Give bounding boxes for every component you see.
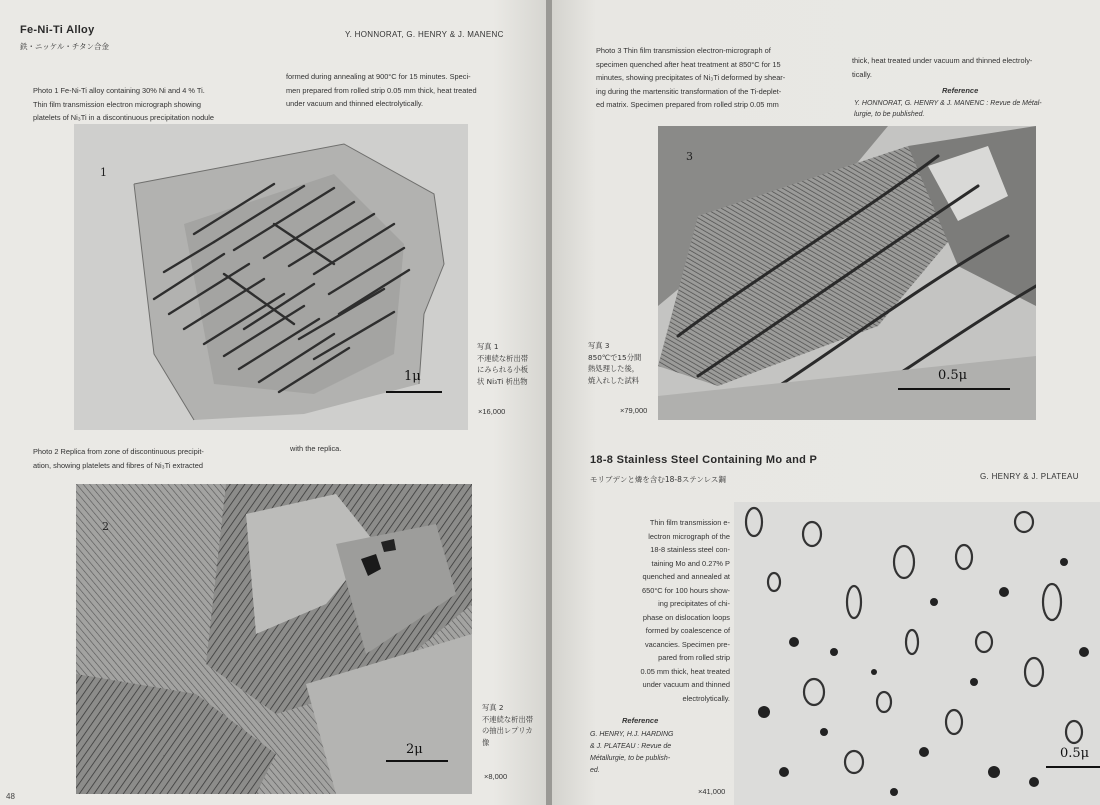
photo1-micrograph	[74, 124, 468, 430]
photo1-magnification: ×16,000	[478, 407, 506, 416]
photo2-caption-col1: Photo 2 Replica from zone of discontinuous precipit- ation, showing platelets and fibres of Ni₃Ti extracted	[33, 447, 204, 470]
article-title-japanese: 鉄・ニッケル・チタン合金	[20, 42, 109, 51]
photo3-micrograph	[658, 126, 1036, 420]
photo4-micrograph	[734, 502, 1100, 805]
photo3-caption-japanese: 写真 3 850℃で15分間 熱処理した後， 焼入れした試料	[588, 341, 642, 385]
article2-authors: G. HENRY & J. PLATEAU	[980, 472, 1079, 481]
article2-body: Thin film transmission e- lectron micrograph of the 18-8 stainless steel con- taining Mo and 0.27% P quenched and annealed at 650°C for 100 hours show- ing precipitates of chi- phase on dislocation loops formed by coalescence of vacancies. Specimen pre- pared from rolled strip 0.05 mm thick, heat treated under vacuum and thinned electrolytically.	[640, 518, 730, 703]
page-number: 48	[6, 792, 15, 801]
reference-text-1: Y. HONNORAT, G. HENRY & J. MANENC : Revue de Métal- lurgie, to be published.	[854, 100, 1042, 118]
photo3-scale-bar	[898, 388, 1010, 390]
photo2-magnification: ×8,000	[484, 772, 508, 781]
reference-heading-2: Reference	[622, 716, 659, 725]
photo4-magnification: ×41,000	[698, 787, 726, 796]
reference-text-2: G. HENRY, H.J. HARDING & J. PLATEAU : Revue de Métallurgie, to be publish- ed.	[590, 731, 674, 774]
photo3-scale-label: 0.5μ	[938, 368, 968, 383]
photo2-label: 2	[102, 520, 109, 533]
photo1-caption-col2: formed during annealing at 900°C for 15 minutes. Speci- men prepared from rolled strip 0.05 mm thick, heat treated under vacuum and thinned electrolytically.	[286, 72, 477, 108]
left-page	[0, 0, 548, 805]
photo4-scale-label: 0.5μ	[1060, 746, 1090, 761]
photo3-caption-col2: thick, heat treated under vacuum and thinned electroly- tically.	[852, 56, 1033, 79]
photo2-scale-bar	[386, 760, 448, 762]
photo3-caption-col1: Photo 3 Thin film transmission electron-micrograph of specimen quenched after heat treatment at 850°C for 15 minutes, showing precipitates of Ni₃Ti deformed by shear- ing during the martensitic transformation of the Ti-deplet- ed matrix. Specimen prepared from rolled strip 0.05 mm	[596, 46, 786, 109]
photo2-scale-label: 2μ	[406, 742, 423, 757]
photo3-magnification: ×79,000	[620, 406, 648, 415]
article-title: Fe-Ni-Ti Alloy	[20, 24, 95, 36]
reference-heading-1: Reference	[942, 86, 979, 95]
photo1-caption-col1: Photo 1 Fe-Ni-Ti alloy containing 30% Ni and 4 % Ti. Thin film transmission electron micrograph showing platelets of Ni₃Ti in a discontinuous precipitation nodule	[33, 86, 215, 122]
article2-title: 18-8 Stainless Steel Containing Mo and P	[590, 454, 818, 466]
photo4-scale-bar	[1046, 766, 1100, 768]
article2-title-japanese: モリブデンと燐を含む18-8ステンレス鋼	[590, 475, 726, 484]
photo1-scale-bar	[386, 391, 442, 393]
photo1-caption-japanese: 写真 1 不連続な析出帯 にみられる小板 状 Ni₃Ti 析出物	[477, 342, 529, 386]
photo1-label: 1	[100, 166, 107, 179]
right-page	[552, 0, 1100, 805]
article-authors: Y. HONNORAT, G. HENRY & J. MANENC	[345, 30, 504, 39]
photo2-caption-japanese: 写真 2 不連続な析出帯 の抽出レプリカ 像	[482, 703, 534, 747]
photo2-micrograph	[76, 484, 472, 794]
photo3-label: 3	[686, 150, 693, 163]
photo1-scale-label: 1μ	[404, 369, 421, 384]
photo2-caption-col2: with the replica.	[290, 444, 342, 453]
